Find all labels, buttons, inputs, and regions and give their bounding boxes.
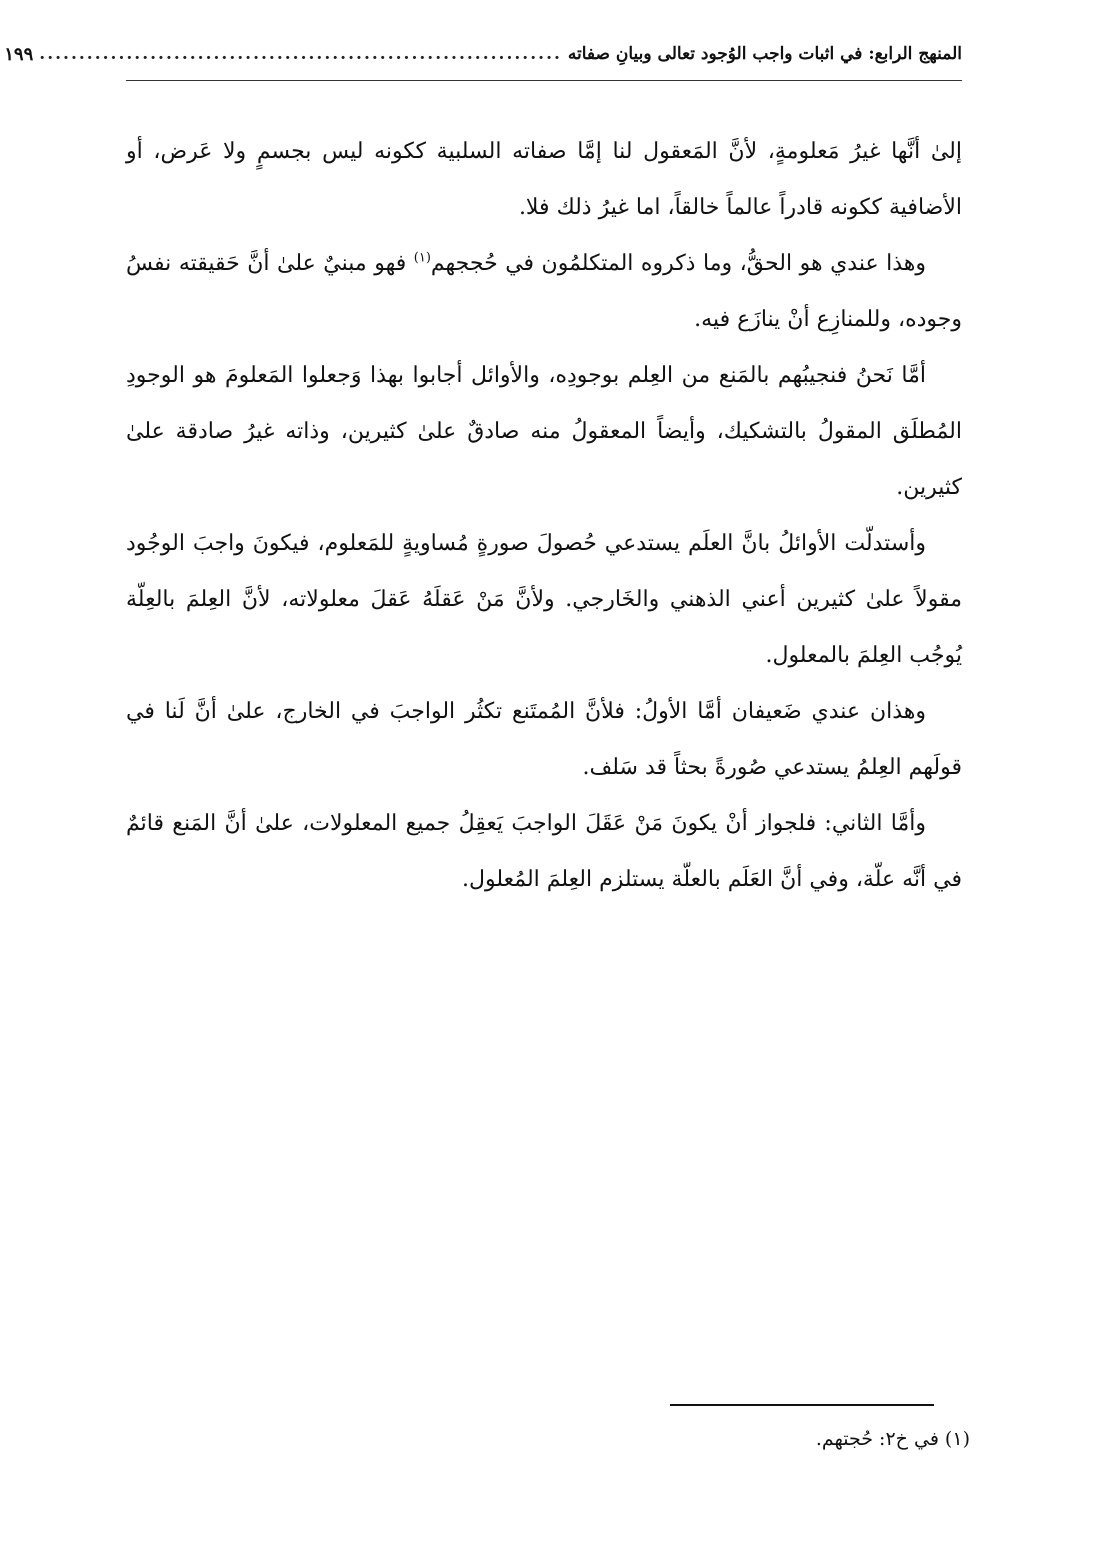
footnote-reference: (١)	[413, 250, 431, 266]
paragraph-3: أمَّا نَحنُ فنجيبُهم بالمَنع من العِلم بوجودِه، والأوائل أجابوا بهذا وَجعلوا المَعلومَ هو الوجودِ المُطلَق المقولُ بالتشكيك، وأيضاً المعقولُ منه صادقٌ علىٰ كثيرين، وذاته غيرُ صادقة علىٰ كثيرين.	[126, 363, 962, 500]
body-text	[126, 124, 962, 908]
header-dot-leader: ..................................................................	[39, 44, 562, 64]
paragraph-2-text-after-ref: فهو مبنيٌ علىٰ أنَّ حَقيقته نفسُ وجوده، وللمنازِع أنْ ينازَع فيه.	[126, 251, 962, 332]
paragraph-5: وهذان عندي ضَعيفان أمَّا الأولُ: فلأنَّ المُمتَنع تكثُر الواجبَ في الخارج، علىٰ أنَّ لَنا في قولَهم العِلمُ يستدعي صُورةً بحثاً قد سَلف.	[126, 699, 962, 780]
footnote: (١) في خ٢: حُجتهم.	[815, 1428, 970, 1450]
header-title: المنهج الرابع: في اثبات واجب الوُجود تعالى وبيانِ صفاته	[567, 44, 962, 64]
paragraph-2-text-before-ref: وهذا عندي هو الحقُّ، وما ذكروه المتكلمُون في حُججهم	[430, 251, 927, 276]
page-number: ١٩٩	[4, 43, 34, 65]
footnote-separator	[670, 1404, 934, 1406]
paragraph-2	[126, 236, 962, 348]
paragraph-4: وأستدلّت الأوائلُ بانَّ العلَم يستدعي حُصولَ صورةٍ مُساويةٍ للمَعلوم، فيكونَ واجبَ الوجُود مقولاً علىٰ كثيرين أعني الذهني والخَارجي. ولأنَّ مَنْ عَقلَهُ عَقلَ معلولاته، لأنَّ العِلمَ بالعِلّة يُوجُب العِلمَ بالمعلول.	[126, 531, 962, 668]
header-rule	[126, 80, 962, 81]
paragraph-1: إلىٰ أنَّها غيرُ مَعلومةٍ، لأنَّ المَعقول لنا إمَّا صفاته السلبية ككونه ليس بجسمٍ ولا عَرض، أو الأضافية ككونه قادراً عالماً خالقاً، اما غيرُ ذلك فلا.	[126, 139, 962, 220]
paragraph-6: وأمَّا الثاني: فلجواز أنْ يكونَ مَنْ عَقَلَ الواجبَ يَعقِلُ جميع المعلولات، علىٰ أنَّ المَنع قائمٌ في أنَّه علّة، وفي أنَّ العَلَم بالعلّة يستلزم العِلمَ المُعلول.	[126, 811, 962, 892]
running-header	[4, 38, 962, 70]
